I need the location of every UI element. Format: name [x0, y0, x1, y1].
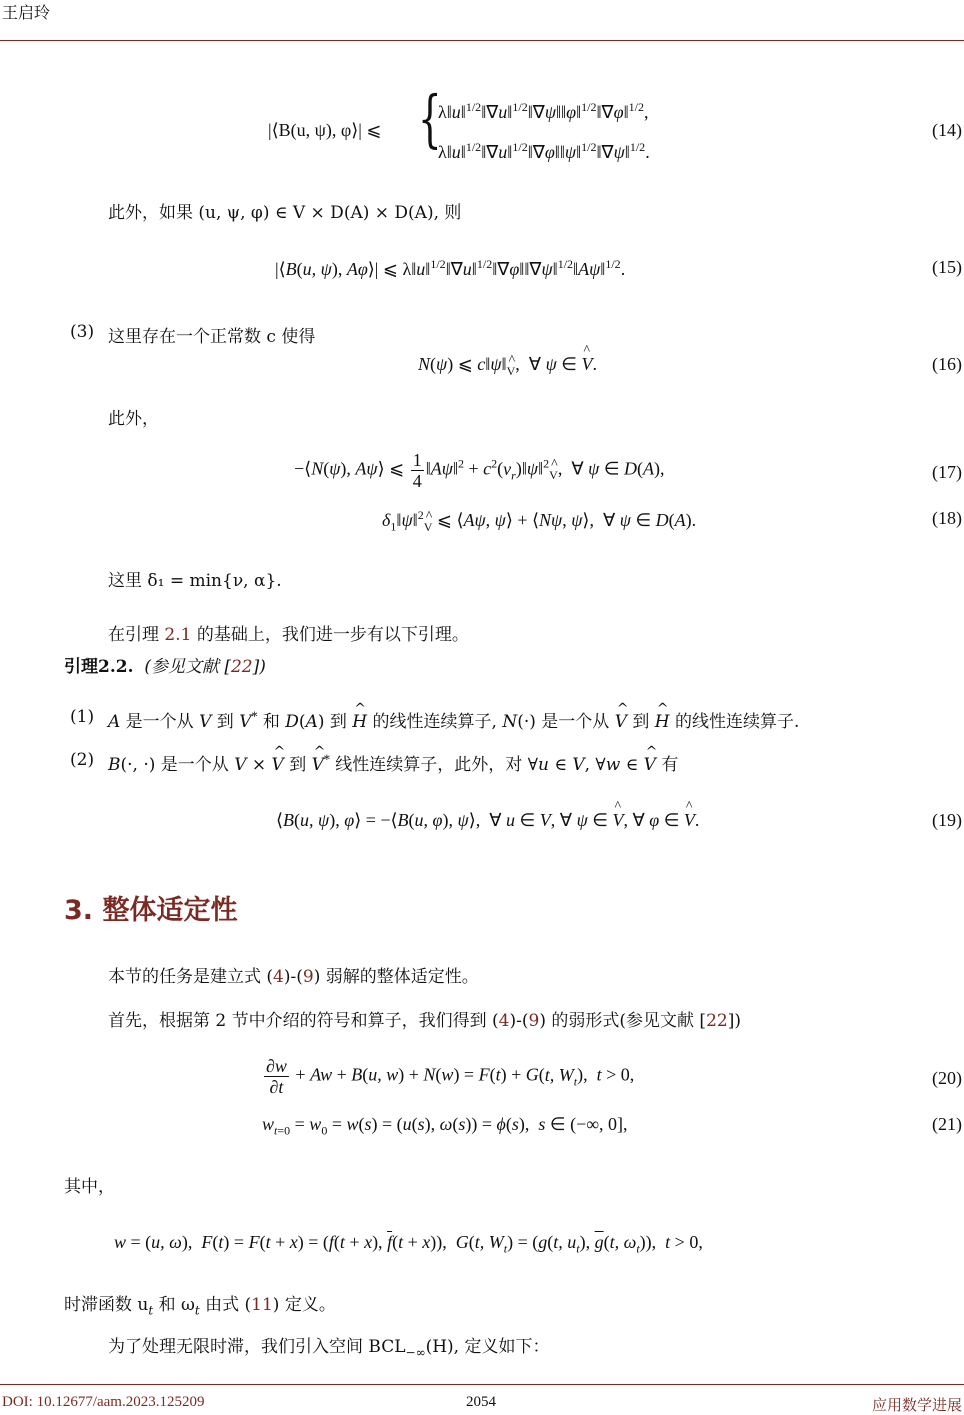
eq16-body: N(ψ) ⩽ c‖ψ‖^ $_V$, ∀ ψ ∈ ^ V.	[418, 354, 597, 379]
footer-journal-name: 应用数学进展	[871, 1396, 962, 1414]
eq21-body: $w_{t=0} = w_0 = w(s) = (u(s)$, ω(s)) = ϕ(s), s ∈ (−∞, 0],	[262, 1114, 628, 1138]
eq19-body: ⟨B(u, ψ), φ⟩ = −⟨B(u, φ), ψ⟩, ∀ u ∈ V, ∀ ψ ∈ ^ V, ∀ φ ∈ ^ V.	[276, 810, 699, 831]
paragraph-moreover-1: 此外，如果 (u, ψ, φ) ∈ V × D(A) × D(A), 则	[108, 203, 462, 223]
item-2-text: B(·, ·) 是一个从 V × ^ V 到 ^ V* 线性连续算子，此外，对 ∀u ∈ V, ∀w ∈ ^ V 有	[108, 750, 678, 775]
eq20-fraction: $\frac{\partial w}{\partial t}$	[266, 1056, 287, 1097]
ref-22-link[interactable]: 22	[230, 657, 253, 677]
eq14-lhs: |⟨B(u, ψ), φ⟩| ⩽	[268, 120, 382, 140]
eq17-body: −⟨N(ψ), Aψ⟩ ⩽ $\frac{1}{4}$ ‖Aψ‖$^2$ + $c^2(\nu_r)‖\psi‖^2\^{}$ $_V$, ∀ ψ ∈ D(A),	[294, 450, 665, 491]
item-1-text: A 是一个从 V 到 V* 和 D(A) 到 ^ H 的线性连续算子, N(·) 是一个从 ^ V 到 ^ H 的线性连续算子.	[108, 707, 799, 732]
item-1-label: (1)	[70, 707, 95, 727]
eq21-number: (21)	[932, 1114, 962, 1134]
item-3-label: (3)	[70, 322, 95, 342]
item-3-text: 这里存在一个正常数 c 使得	[108, 327, 316, 347]
ref-eq-4-link[interactable]: 4	[273, 967, 284, 987]
eq16-number: (16)	[932, 354, 962, 374]
paragraph-space: 为了处理无限时滞，我们引入空间 $BCL_{-\infty}(H)$, 定义如下：	[108, 1337, 550, 1360]
paragraph-task: 本节的任务是建立式 (4)-(9) 弱解的整体适定性。	[108, 967, 479, 987]
ref-22-link[interactable]: 22	[706, 1011, 728, 1031]
eq15-body: |⟨B(u, ψ), Aφ⟩| ⩽ λ‖u‖$^{1/2}$‖∇u‖$^{1/2}$‖∇φ‖‖∇ψ‖$^{1/2}$‖Aψ‖$^{1/2}$.	[275, 257, 626, 279]
eq14-line1: λ‖u‖$^{1/2}$‖∇u‖$^{1/2}$‖∇ψ‖‖φ‖$^{1/2}$‖∇φ‖$^{1/2}$,	[438, 100, 649, 122]
paragraph-where: 其中，	[64, 1177, 115, 1197]
eq14-number: (14)	[932, 120, 962, 140]
eq18-number: (18)	[932, 508, 962, 528]
eq18-body: $\delta_1‖\psi‖^2\^{}$ $_V$ ⩽ ⟨Aψ, ψ⟩ + ⟨Nψ, ψ⟩, ∀ ψ ∈ D(A).	[382, 508, 696, 535]
header-rule	[0, 40, 964, 41]
paragraph-delay-functions: 时滞函数 $u_t$ 和 $\omega_t$ 由式 (11) 定义。	[64, 1295, 336, 1318]
paragraph-first: 首先，根据第 2 节中介绍的符号和算子，我们得到 (4)-(9) 的弱形式(参见文献 [22])	[108, 1011, 741, 1031]
eq17-fraction: $\frac{1}{4}$	[412, 450, 422, 491]
eq15-number: (15)	[932, 257, 962, 277]
ref-eq-9-link[interactable]: 9	[302, 967, 314, 987]
eq17-number: (17)	[932, 462, 962, 482]
definitions-equation: w = (u, ω), F(t) = F(t + x) = (f(t + x), $\overline{f}(t + x)$), G(t, $W_t) = (g(t$, $u_t$), $\overline{g}(t$, $\omega_t$)), t > 0,	[114, 1232, 703, 1256]
eq19-number: (19)	[932, 810, 962, 830]
eq14-brace: {	[418, 82, 442, 155]
item-2-label: (2)	[70, 750, 95, 770]
eq14-line2: λ‖u‖$^{1/2}$‖∇u‖$^{1/2}$‖∇φ‖‖ψ‖$^{1/2}$‖∇ψ‖$^{1/2}$.	[438, 140, 650, 162]
paragraph-lemma-intro: 在引理 2.1 的基础上，我们进一步有以下引理。	[108, 625, 469, 645]
eq20-body: $\frac{\partial w}{\partial t}$ + Aw + B(u, w) + N(w) = F(t) + G(t, $W_t$), t > 0,	[266, 1056, 635, 1097]
ref-lemma-2-1-link[interactable]: 2.1	[164, 625, 192, 645]
lemma-2-2-heading: 引理2.2. (参见文献 [22])	[64, 657, 266, 677]
paragraph-moreover-2: 此外，	[108, 409, 159, 429]
footer-doi-link[interactable]: DOI: 10.12677/aam.2023.125209	[2, 1394, 205, 1410]
footer-page-number: 2054	[466, 1394, 496, 1410]
ref-eq-9-link[interactable]: 9	[528, 1011, 540, 1031]
paragraph-here: 这里 δ₁ = min{ν, α}.	[108, 571, 282, 591]
ref-eq-11-link[interactable]: 11	[251, 1295, 273, 1315]
footer-rule	[0, 1384, 964, 1385]
ref-eq-4-link[interactable]: 4	[498, 1011, 510, 1031]
eq20-number: (20)	[932, 1068, 962, 1088]
header-author: 王启玲	[2, 3, 51, 22]
section-3-title: 3. 整体适定性	[64, 895, 238, 926]
